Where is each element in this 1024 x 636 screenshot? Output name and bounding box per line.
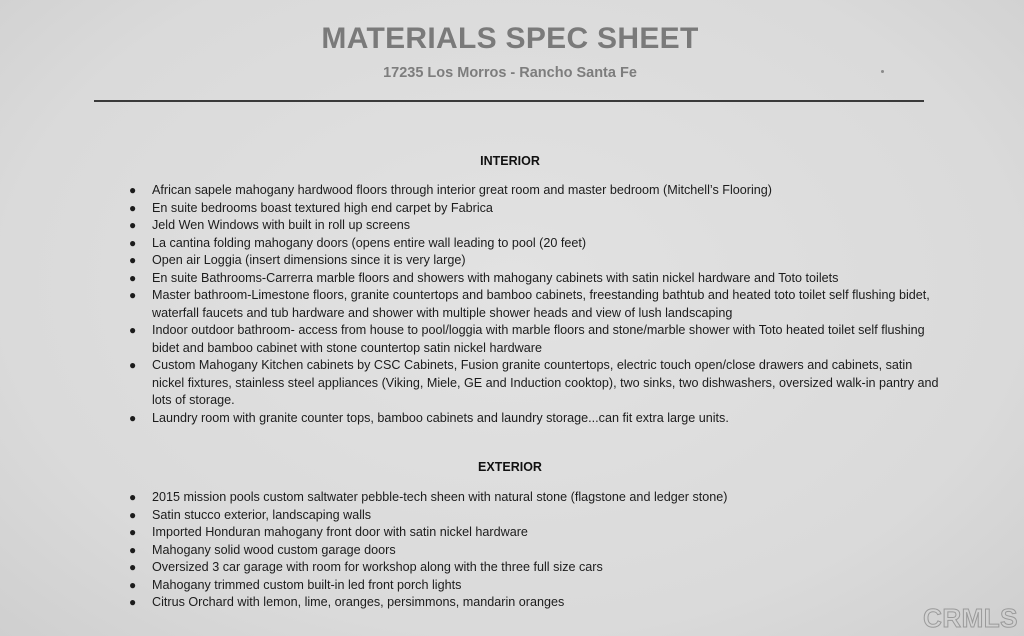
bullet-icon: ● — [129, 253, 137, 267]
bullet-icon: ● — [129, 577, 137, 592]
bullet-icon: ● — [129, 288, 137, 302]
list-item: ● Mahogany solid wood custom garage doors — [129, 542, 939, 560]
bullet-icon: ● — [129, 490, 137, 504]
stray-dot — [881, 70, 884, 73]
bullet-icon: ● — [129, 200, 137, 215]
list-item: ● Laundry room with granite counter tops, bamboo cabinets and laundry storage...can fit extra large units. — [129, 410, 939, 428]
list-item: ● Master bathroom-Limestone floors, granite countertops and bamboo cabinets, freestanding bathtub and heated toto toilet self flushing bidet, waterfall faucets and tub hardware and shower with multiple shower heads and view of lush landscaping — [129, 288, 930, 320]
list-item: ● Imported Honduran mahogany front door with satin nickel hardware — [129, 524, 939, 542]
bullet-icon: ● — [129, 525, 137, 539]
list-item: ● Jeld Wen Windows with built in roll up screens — [129, 217, 939, 235]
bullet-icon: ● — [129, 358, 137, 372]
list-item: ● Citrus Orchard with lemon, lime, oranges, persimmons, mandarin oranges — [129, 594, 939, 612]
bullet-icon: ● — [129, 270, 137, 285]
property-address: 17235 Los Morros - Rancho Santa Fe — [383, 65, 637, 81]
list-item: ● Mahogany trimmed custom built-in led front porch lights — [129, 577, 939, 595]
list-item: ● African sapele mahogany hardwood floors through interior great room and master bedroom (Mitchell’s Flooring) — [129, 182, 939, 200]
section-heading-exterior: EXTERIOR — [478, 460, 542, 474]
crmls-watermark: CRMLS — [923, 603, 1018, 633]
bullet-icon: ● — [129, 410, 137, 425]
bullet-icon: ● — [129, 507, 137, 522]
header-divider — [94, 100, 924, 102]
bullet-icon: ● — [129, 183, 137, 197]
bullet-icon: ● — [129, 560, 137, 574]
list-item: ● Open air Loggia (insert dimensions since it is very large) — [129, 252, 939, 270]
list-item: ● Satin stucco exterior, landscaping walls — [129, 507, 939, 525]
list-item: ● Custom Mahogany Kitchen cabinets by CSC Cabinets, Fusion granite countertops, electric touch open/close drawers and cabinets, satin nickel fixtures, stainless steel appliances (Viking, Miele, GE and Induction cooktop), two sinks, two dishwashers, oversized walk-in pantry and lots of storage. — [129, 358, 939, 407]
bullet-icon: ● — [129, 218, 137, 232]
exterior-list — [129, 489, 939, 612]
list-item: ● 2015 mission pools custom saltwater pebble-tech sheen with natural stone (flagstone and ledger stone) — [129, 489, 939, 507]
bullet-icon: ● — [129, 595, 137, 609]
list-item: ● Oversized 3 car garage with room for workshop along with the three full size cars — [129, 559, 939, 577]
list-item: ● La cantina folding mahogany doors (opens entire wall leading to pool (20 feet) — [129, 235, 939, 253]
interior-list — [129, 182, 939, 427]
list-item: ● Indoor outdoor bathroom- access from house to pool/loggia with marble floors and stone/marble shower with Toto heated toilet self flushing bidet and bamboo cabinet with stone countertop satin nickel hardware — [129, 323, 925, 355]
section-heading-interior: INTERIOR — [480, 154, 540, 168]
bullet-icon: ● — [129, 542, 137, 557]
list-item: ● En suite bedrooms boast textured high end carpet by Fabrica — [129, 200, 939, 218]
list-item: ● En suite Bathrooms-Carrerra marble floors and showers with mahogany cabinets with satin nickel hardware and Toto toilets — [129, 270, 939, 288]
bullet-icon: ● — [129, 323, 137, 337]
bullet-icon: ● — [129, 235, 137, 250]
page-title: MATERIALS SPEC SHEET — [321, 22, 699, 55]
